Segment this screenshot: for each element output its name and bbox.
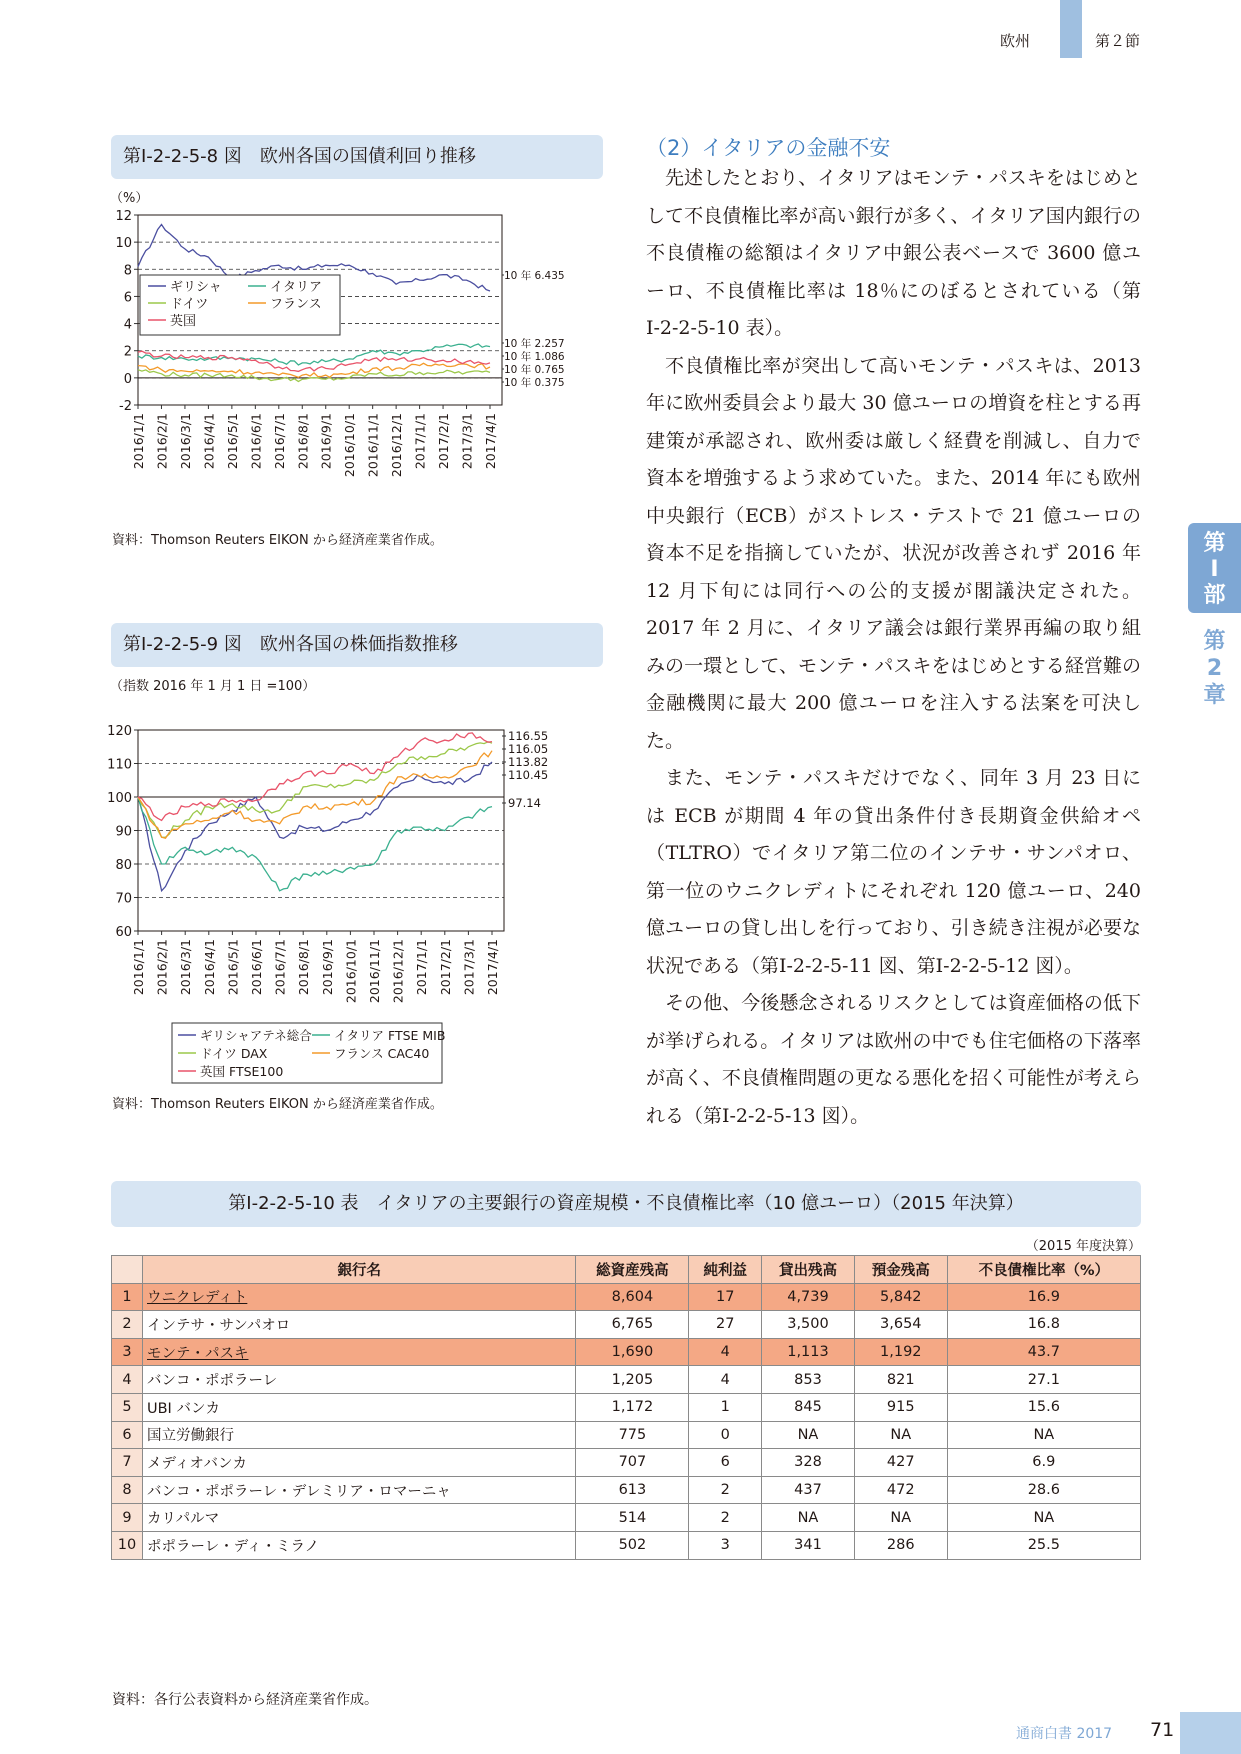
table-cell: 16.9 — [947, 1283, 1140, 1311]
row-index: 8 — [112, 1476, 143, 1504]
table-cell: 853 — [762, 1366, 855, 1394]
table-cell: 0 — [689, 1421, 762, 1449]
side-chapter-char: 第 — [1203, 629, 1226, 654]
x-tick-label: 2016/6/1 — [249, 939, 264, 996]
figure-8-title: 第Ⅰ-2-2-5-8 図 欧州各国の国債利回り推移 — [111, 135, 603, 179]
x-tick-label: 2016/2/1 — [154, 413, 170, 470]
y-tick-label: 2 — [123, 344, 132, 360]
table-cell: 2 — [689, 1504, 762, 1532]
footer-accent — [1180, 1712, 1241, 1754]
bank-table — [111, 1255, 1141, 1560]
header-accent-bar — [1060, 0, 1082, 58]
bank-name: UBI バンカ — [143, 1393, 576, 1421]
table-cell: 25.5 — [947, 1531, 1140, 1559]
x-tick-label: 2016/7/1 — [272, 939, 288, 996]
table-cell: 514 — [576, 1504, 689, 1532]
table-row — [112, 1504, 1141, 1532]
table-row — [112, 1531, 1141, 1559]
table-cell: 27.1 — [947, 1366, 1140, 1394]
figure-9-title: 第Ⅰ-2-2-5-9 図 欧州各国の株価指数推移 — [111, 623, 603, 667]
table-cell: 2 — [689, 1476, 762, 1504]
table-cell: 16.8 — [947, 1311, 1140, 1339]
figure-8-unit: （%） — [110, 191, 149, 206]
column-header: 不良債権比率（%） — [947, 1256, 1140, 1284]
y-tick-label: 100 — [107, 791, 132, 806]
legend-label: イタリア FTSE MIB — [334, 1028, 446, 1043]
x-tick-label: 2016/1/1 — [131, 939, 146, 996]
table-cell: 472 — [854, 1476, 947, 1504]
y-tick-label: -2 — [119, 399, 132, 414]
row-index: 1 — [112, 1283, 143, 1311]
table-cell: 286 — [854, 1531, 947, 1559]
x-tick-label: 2017/2/1 — [436, 413, 452, 470]
index-header — [112, 1256, 143, 1284]
table-note: （2015 年度決算） — [1025, 1239, 1141, 1254]
y-tick-label: 120 — [107, 724, 132, 739]
table-header-row — [112, 1256, 1141, 1284]
bank-name: バンコ・ポポラーレ — [143, 1366, 576, 1394]
end-label: 10 年 0.375 — [504, 377, 565, 389]
x-tick-label: 2016/12/1 — [389, 413, 405, 478]
table-cell: 8,604 — [576, 1283, 689, 1311]
table-cell: 15.6 — [947, 1393, 1140, 1421]
table-cell: NA — [762, 1504, 855, 1532]
legend-label: ドイツ — [170, 297, 209, 312]
legend-label: フランス CAC40 — [334, 1046, 430, 1061]
end-label: 97.14 — [508, 796, 541, 810]
table-cell: 915 — [854, 1393, 947, 1421]
table-row — [112, 1311, 1141, 1339]
table-source: 資料：各行公表資料から経済産業省作成。 — [112, 1692, 378, 1708]
paragraph: また、モンテ・パスキだけでなく、同年 3 月 23 日には ECB が期間 4 年の貸出条件付き長期資金供給オペ（TLTRO）でイタリア第二位のインテサ・サンパオロ、第一位のウニクレディトにそれぞれ 120 億ユーロ、240 億ユーロの貸し出しを行っており、引き続き注視が必要な状況である（第Ⅰ-2-2-5-11 図、第Ⅰ-2-2-5-12 図）。 — [646, 767, 1141, 977]
side-chapter-char: 章 — [1203, 683, 1226, 708]
table-cell: 502 — [576, 1531, 689, 1559]
table-row — [112, 1421, 1141, 1449]
table-cell: 821 — [854, 1366, 947, 1394]
figure-8-source: 資料：Thomson Reuters EIKON から経済産業省作成。 — [112, 533, 443, 548]
table-cell: 1,113 — [762, 1338, 855, 1366]
end-label: 10 年 2.257 — [504, 338, 565, 350]
footer-page: 71 — [1150, 1719, 1175, 1741]
table-cell: 28.6 — [947, 1476, 1140, 1504]
table-cell: NA — [947, 1504, 1140, 1532]
x-tick-label: 2016/9/1 — [319, 939, 335, 996]
table-cell: 3,500 — [762, 1311, 855, 1339]
table-cell: 613 — [576, 1476, 689, 1504]
row-index: 9 — [112, 1504, 143, 1532]
paragraph: 不良債権比率が突出して高いモンテ・パスキは、2013 年に欧州委員会より最大 30 億ユーロの増資を柱とする再建策が承認され、欧州委は厳しく経費を削減し、自力で資本を増強するよう求めていた。また、2014 年にも欧州中央銀行（ECB）がストレス・テストで 21 億ユーロの資本不足を指摘していたが、状況が改善されず 2016 年 12 月下旬には同行への公的支援が閣議決定された。2017 年 2 月に、イタリア議会は銀行業界再編の取り組みの一環として、モンテ・パスキをはじめとする経営難の金融機関に最大 200 億ユーロを注入する法案を可決した。 — [646, 354, 1141, 752]
table-cell: 3,654 — [854, 1311, 947, 1339]
figure-8-chart — [100, 200, 620, 530]
y-tick-label: 90 — [115, 824, 132, 840]
x-tick-label: 2017/3/1 — [459, 413, 475, 470]
side-part-char: 第 — [1203, 531, 1226, 556]
y-tick-label: 60 — [115, 925, 132, 940]
x-tick-label: 2016/11/1 — [365, 413, 381, 478]
x-tick-label: 2016/8/1 — [295, 413, 311, 470]
bank-name: バンコ・ポポラーレ・デレミリア・ロマーニャ — [143, 1476, 576, 1504]
figure-9-source: 資料：Thomson Reuters EIKON から経済産業省作成。 — [112, 1097, 443, 1112]
legend-label: 英国 — [170, 314, 197, 329]
table-row — [112, 1366, 1141, 1394]
header-chapter: 第２節 — [1095, 32, 1141, 50]
y-tick-label: 12 — [115, 209, 132, 224]
end-label: 10 年 0.765 — [504, 364, 565, 376]
x-tick-label: 2016/3/1 — [178, 939, 194, 996]
x-tick-label: 2016/5/1 — [225, 939, 241, 996]
side-part-char: 部 — [1203, 583, 1226, 608]
y-tick-label: 10 — [115, 236, 132, 252]
bank-name: インテサ・サンパオロ — [143, 1311, 576, 1339]
table-cell: NA — [947, 1421, 1140, 1449]
y-tick-label: 80 — [115, 858, 132, 873]
body-text — [646, 160, 1141, 1135]
x-tick-label: 2016/1/1 — [131, 413, 146, 470]
row-index: 6 — [112, 1421, 143, 1449]
table-row — [112, 1393, 1141, 1421]
end-label: 116.05 — [508, 742, 549, 756]
table-cell: 27 — [689, 1311, 762, 1339]
x-tick-label: 2017/4/1 — [485, 939, 500, 996]
table-row — [112, 1338, 1141, 1366]
table-cell: 1,205 — [576, 1366, 689, 1394]
table-cell: 341 — [762, 1531, 855, 1559]
end-label: 110.45 — [508, 768, 549, 782]
x-tick-label: 2017/1/1 — [414, 939, 430, 996]
x-tick-label: 2017/4/1 — [483, 413, 498, 470]
column-header: 総資産残高 — [576, 1256, 689, 1284]
x-tick-label: 2016/11/1 — [367, 939, 382, 1004]
bank-name: ポポラーレ・ディ・ミラノ — [143, 1531, 576, 1559]
table-cell: 6,765 — [576, 1311, 689, 1339]
paragraph: 先述したとおり、イタリアはモンテ・パスキをはじめとして不良債権比率が高い銀行が多く、イタリア国内銀行の不良債権の総額はイタリア中銀公表ベースで 3600 億ユーロ、不良債権比率は 18％にのぼるとされている（第Ⅰ-2-2-5-10 表）。 — [646, 167, 1141, 339]
column-header: 貸出残高 — [762, 1256, 855, 1284]
bank-name: メディオバンカ — [143, 1449, 576, 1477]
table-cell: 43.7 — [947, 1338, 1140, 1366]
x-tick-label: 2016/12/1 — [390, 939, 406, 1004]
x-tick-label: 2016/6/1 — [248, 413, 264, 470]
end-label: 116.55 — [508, 729, 549, 743]
x-tick-label: 2016/10/1 — [342, 413, 358, 478]
table-cell: 4 — [689, 1338, 762, 1366]
table-row — [112, 1283, 1141, 1311]
table-cell: 437 — [762, 1476, 855, 1504]
legend-label: 英国 FTSE100 — [200, 1064, 284, 1079]
y-tick-label: 6 — [123, 290, 132, 306]
table-cell: 427 — [854, 1449, 947, 1477]
x-tick-label: 2016/4/1 — [201, 939, 217, 996]
series-line-3 — [138, 742, 492, 838]
end-label: 10 年 6.435 — [504, 270, 565, 282]
table-cell: 4,739 — [762, 1283, 855, 1311]
table-cell: 17 — [689, 1283, 762, 1311]
x-tick-label: 2016/9/1 — [318, 413, 334, 470]
x-tick-label: 2016/3/1 — [177, 413, 193, 470]
row-index: 4 — [112, 1366, 143, 1394]
table-cell: 3 — [689, 1531, 762, 1559]
side-chapter-label — [1188, 628, 1241, 709]
row-index: 5 — [112, 1393, 143, 1421]
table-cell: 775 — [576, 1421, 689, 1449]
side-part-tab — [1188, 523, 1241, 613]
y-tick-label: 8 — [123, 263, 132, 279]
section-heading: （2）イタリアの金融不安 — [646, 136, 891, 160]
x-tick-label: 2016/2/1 — [154, 939, 170, 996]
figure-9-chart — [100, 690, 620, 1100]
x-tick-label: 2017/1/1 — [412, 413, 428, 470]
row-index: 7 — [112, 1449, 143, 1477]
footer-book: 通商白書 2017 — [1016, 1726, 1113, 1742]
legend-label: フランス — [270, 297, 322, 312]
series-line-1 — [138, 762, 492, 891]
y-tick-label: 4 — [123, 317, 132, 333]
table-cell: NA — [762, 1421, 855, 1449]
table-cell: 5,842 — [854, 1283, 947, 1311]
table-cell: 6.9 — [947, 1449, 1140, 1477]
x-tick-label: 2016/8/1 — [296, 939, 312, 996]
legend-label: イタリア — [270, 280, 323, 295]
x-tick-label: 2017/2/1 — [437, 939, 453, 996]
column-header: 預金残高 — [854, 1256, 947, 1284]
bank-name: モンテ・パスキ — [143, 1338, 576, 1366]
table-title: 第Ⅰ-2-2-5-10 表 イタリアの主要銀行の資産規模・不良債権比率（10 億ユーロ）（2015 年決算） — [111, 1181, 1141, 1227]
row-index: 2 — [112, 1311, 143, 1339]
x-tick-label: 2016/10/1 — [343, 939, 359, 1004]
table-cell: NA — [854, 1504, 947, 1532]
table-cell: 6 — [689, 1449, 762, 1477]
end-label: 10 年 1.086 — [504, 351, 565, 363]
paragraph: その他、今後懸念されるリスクとしては資産価格の低下が挙げられる。イタリアは欧州の中でも住宅価格の下落率が高く、不良債権問題の更なる悪化を招く可能性が考えられる（第Ⅰ-2-2-5-13 図）。 — [646, 992, 1141, 1127]
table-row — [112, 1449, 1141, 1477]
table-cell: 1,690 — [576, 1338, 689, 1366]
y-tick-label: 0 — [123, 371, 132, 387]
row-index: 3 — [112, 1338, 143, 1366]
y-tick-label: 70 — [115, 891, 132, 907]
header-section: 欧州 — [1000, 32, 1031, 50]
figure-9-unit: （指数 2016 年 1 月 1 日 =100） — [110, 679, 316, 694]
column-header: 銀行名 — [143, 1256, 576, 1284]
row-index: 10 — [112, 1531, 143, 1559]
table-row — [112, 1476, 1141, 1504]
x-tick-label: 2016/5/1 — [224, 413, 240, 470]
legend-label: ドイツ DAX — [200, 1046, 268, 1061]
side-part-char: Ⅰ — [1210, 557, 1219, 582]
table-cell: 328 — [762, 1449, 855, 1477]
table-cell: 845 — [762, 1393, 855, 1421]
legend-label: ギリシャアテネ総合 — [200, 1028, 312, 1043]
x-tick-label: 2016/4/1 — [201, 413, 217, 470]
table-cell: 1 — [689, 1393, 762, 1421]
table-cell: 707 — [576, 1449, 689, 1477]
bank-name: カリパルマ — [143, 1504, 576, 1532]
table-cell: 4 — [689, 1366, 762, 1394]
table-cell: NA — [854, 1421, 947, 1449]
side-chapter-char: 2 — [1206, 656, 1223, 681]
x-tick-label: 2016/7/1 — [271, 413, 287, 470]
bank-name: 国立労働銀行 — [143, 1421, 576, 1449]
y-tick-label: 110 — [107, 757, 132, 773]
end-label: 113.82 — [508, 755, 549, 769]
x-tick-label: 2017/3/1 — [461, 939, 477, 996]
table-cell: 1,192 — [854, 1338, 947, 1366]
bank-name: ウニクレディト — [143, 1283, 576, 1311]
legend-label: ギリシャ — [170, 280, 222, 295]
column-header: 純利益 — [689, 1256, 762, 1284]
table-cell: 1,172 — [576, 1393, 689, 1421]
